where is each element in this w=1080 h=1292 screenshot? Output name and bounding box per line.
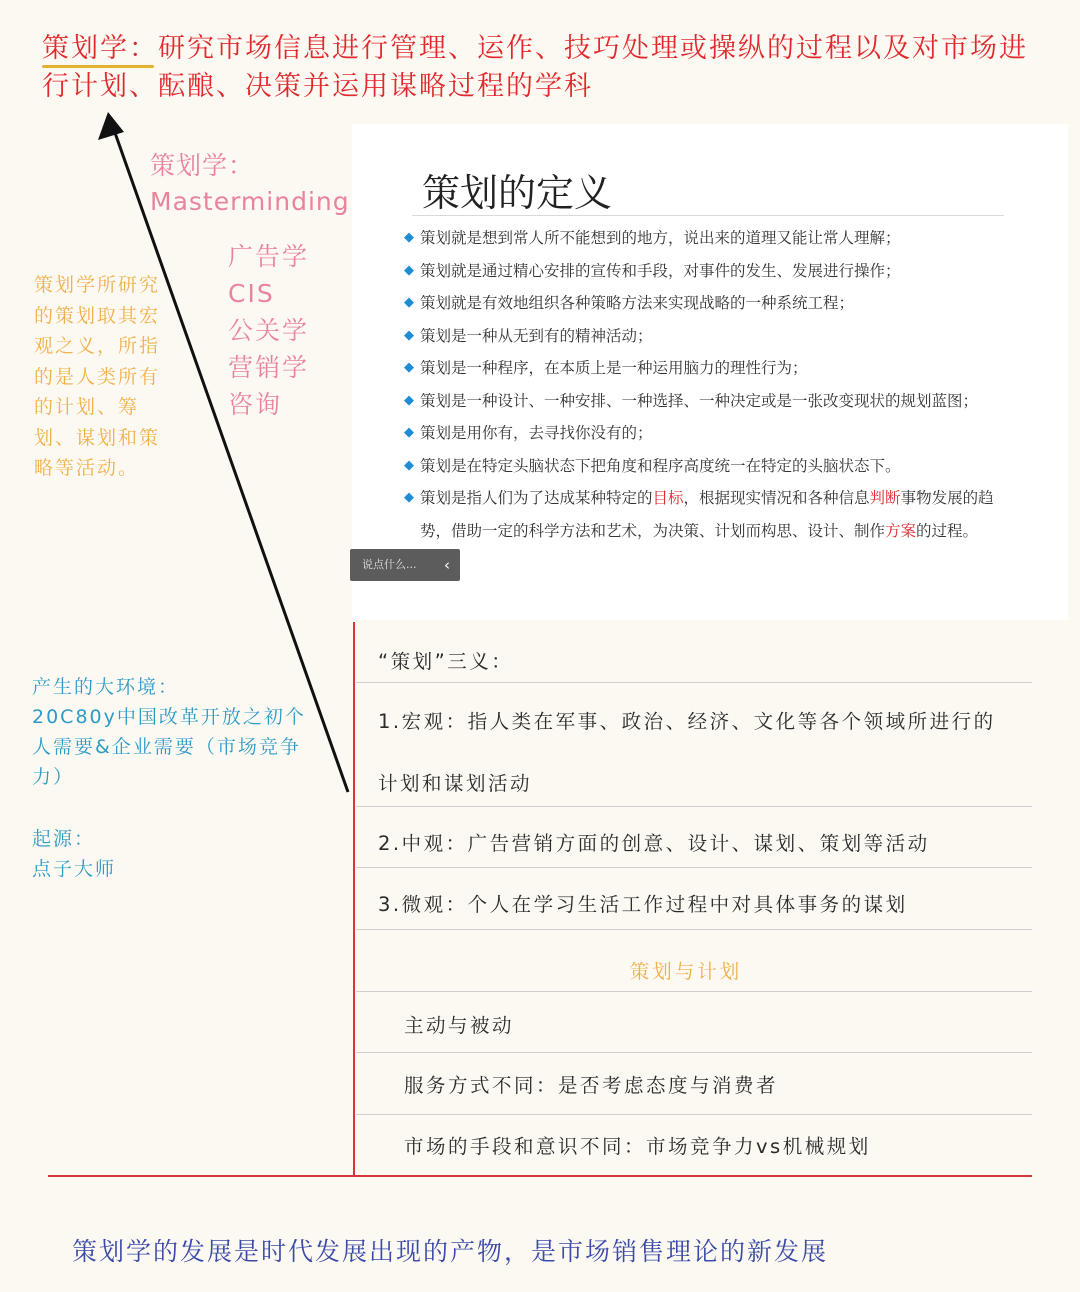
- mastermind-english: Masterminding: [150, 187, 350, 216]
- ruled-line: [356, 682, 1032, 683]
- slide-bullet: ◆ 策划是用你有，去寻找你没有的；: [404, 417, 1014, 450]
- keyword-goal: 目标: [652, 489, 684, 507]
- environment-title: 产生的大环境：: [32, 676, 180, 698]
- mastermind-label: 策划学：: [150, 151, 255, 180]
- slide-bullet: ◆ 策划就是通过精心安排的宣传和手段，对事件的发生、发展进行操作；: [404, 255, 1014, 288]
- slide-bullet: ◆ 策划就是想到常人所不能想到的地方，说出来的道理又能让常人理解；: [404, 222, 1014, 255]
- definition-text: 研究市场信息进行管理、运作、技巧处理或操纵的过程以及对市场进行计划、酝酿、决策并运用谋略过程的学科: [42, 33, 1028, 102]
- margin-line-vertical: [353, 622, 355, 1176]
- difference-item: 主动与被动: [404, 1014, 515, 1037]
- slide-bullet-list: [404, 222, 1014, 547]
- ruled-line: [356, 1052, 1032, 1053]
- slide-divider: [412, 215, 1004, 216]
- meaning-macro-line2: 计划和谋划活动: [378, 772, 533, 795]
- mastermind-note: [150, 148, 350, 220]
- related-item: 营销学: [228, 353, 310, 382]
- environment-note: [32, 672, 322, 792]
- definition-label: 策划学：: [42, 33, 158, 64]
- slide-bullet: ◆ 策划是一种设计、一种安排、一种选择、一种决定或是一张改变现状的规划蓝图；: [404, 385, 1014, 418]
- keyword-plan: 方案: [885, 521, 917, 540]
- ruled-line: [356, 806, 1032, 807]
- ruled-line: [356, 929, 1032, 930]
- plan-vs-planning-title: 策划与计划: [629, 960, 743, 983]
- slide-title: 策划的定义: [422, 171, 613, 215]
- slide-card: [352, 124, 1068, 620]
- ruled-line: [356, 1114, 1032, 1115]
- slide-bullet: ◆ 策划是一种从无到有的精神活动；: [404, 320, 1014, 353]
- arrow-head-icon: [98, 112, 124, 140]
- origin-note: [32, 824, 116, 884]
- ruled-line: [356, 867, 1032, 868]
- related-disciplines: [228, 238, 309, 423]
- macro-scope-note: 策划学所研究的策划取其宏观之义，所指的是人类所有的计划、筹划、谋划和策略等活动。: [34, 274, 161, 479]
- keyword-judge: 判断: [869, 489, 901, 507]
- related-item: 广告学: [228, 242, 310, 271]
- environment-body: 20C80y中国改革开放之初个人需要&企业需要（市场竞争力）: [32, 706, 306, 788]
- meaning-micro: 3.微观：个人在学习生活工作过程中对具体事务的谋划: [378, 893, 908, 916]
- related-item: CIS: [228, 279, 275, 308]
- meaning-meso: 2.中观：广告营销方面的创意、设计、谋划、策划等活动: [378, 832, 930, 855]
- difference-item: 市场的手段和意识不同：市场竞争力vs机械规划: [404, 1135, 871, 1158]
- origin-title: 起源：: [32, 828, 96, 850]
- conclusion-note: 策划学的发展是时代发展出现的产物，是市场销售理论的新发展: [72, 1237, 829, 1266]
- slide-bullet: ◆ 策划是一种程序，在本质上是一种运用脑力的理性行为；: [404, 352, 1014, 385]
- related-item: 咨询: [228, 390, 283, 419]
- margin-line-horizontal: [48, 1175, 1032, 1177]
- slide-bullet: ◆ 策划是在特定头脑状态下把角度和程序高度统一在特定的头脑状态下。: [404, 450, 1014, 483]
- difference-item: 服务方式不同：是否考虑态度与消费者: [404, 1074, 779, 1097]
- origin-body: 点子大师: [32, 858, 117, 880]
- comment-placeholder: 说点什么...: [362, 558, 417, 571]
- chevron-left-icon[interactable]: ‹: [444, 556, 450, 574]
- meaning-macro-line1: 1.宏观：指人类在军事、政治、经济、文化等各个领域所进行的: [378, 710, 996, 733]
- slide-bullet: ◆ 策划就是有效地组织各种策略方法来实现战略的一种系统工程；: [404, 287, 1014, 320]
- ruled-line: [356, 991, 1032, 992]
- slide-bullet-last: ◆ 策划是指人们为了达成某种特定的目标，根据现实情况和各种信息判断事物发展的趋势，借助一定的科学方法和艺术，为决策、计划而构思、设计、制作方案的过程。: [404, 482, 1014, 547]
- related-item: 公关学: [228, 316, 310, 345]
- comment-box[interactable]: [350, 549, 460, 581]
- three-meanings-title: “策划”三义：: [378, 650, 514, 673]
